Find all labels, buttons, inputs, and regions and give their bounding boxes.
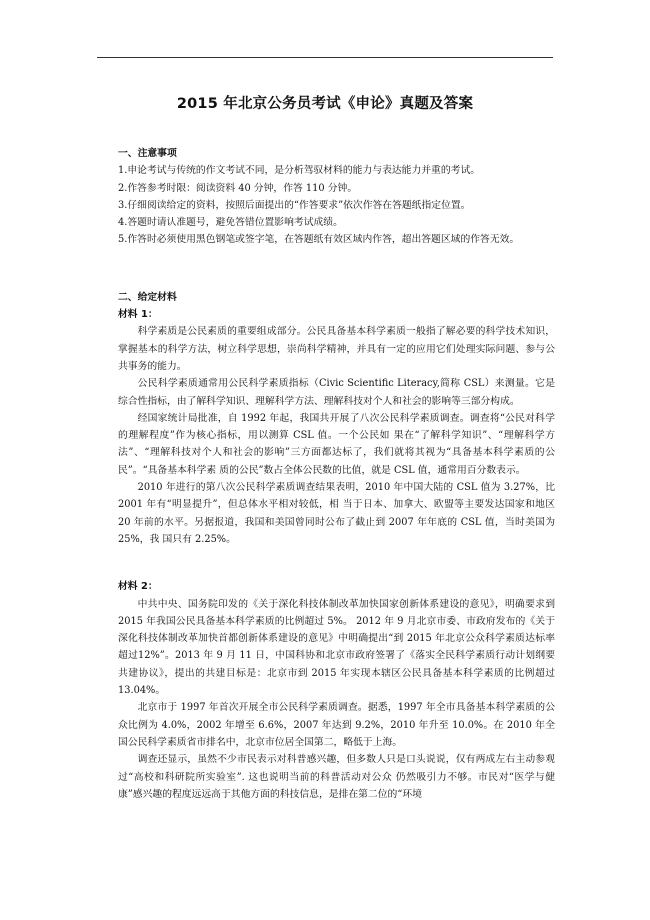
material-1-paragraph: 2010 年进行的第八次公民科学素质调查结果表明，2010 年中国大陆的 CSL 值为 3.27%，比 2001 年有“明显提升”，但总体水平相对较低，相 当于日本、加拿大、欧盟等主要发达国家和地区 20 年前的水平。另据报道，我国和美国曾同时公布了截止到 2007 年年底的 CSL 值，当时美国为 25%，我 国只有 2.25%。: [118, 482, 555, 545]
page-title: 2015 年北京公务员考试《申论》真题及答案: [176, 96, 474, 112]
notice-item-5: 5.作答时必须使用黑色钢笔或签字笔，在答题纸有效区域内作答，超出答题区域的作答无效。: [118, 234, 520, 246]
material-1-paragraph: 经国家统计局批准，自 1992 年起，我国共开展了八次公民科学素质调查。调查将“公民对科学的理解程度”作为核心指标，用以测算 CSL 值。一个公民如 果在“了解科学知识”、“理解科学方法”、“理解科技对个人和社会的影响”三方面都达标了，我们就将其视为“具备基本科学素质的公民”。“具备基本科学素 质的公民”数占全体公民数的比值，就是 CSL 值，通常用百分数表示。: [118, 412, 555, 476]
notice-item-1: 1.申论考试与传统的作文考试不同，是分析驾驭材料的能力与表达能力并重的考试。: [118, 165, 481, 177]
material-2-label: 材料 2：: [118, 581, 158, 593]
notice-item-3: 3.仔细阅读给定的资料，按照后面提出的“作答要求”依次作答在答题纸指定位置。: [118, 199, 471, 211]
material-spacer: [118, 548, 555, 578]
notice-item-2: 2.作答参考时限：阅读资料 40 分钟，作答 110 分钟。: [118, 182, 358, 194]
material-1-label: 材料 1：: [118, 309, 158, 321]
section-heading-materials: 二、给定材料: [118, 291, 177, 303]
material-1-paragraph: 公民科学素质通常用公民科学素质指标（Civic Scientific Literacy,简称 CSL）来测量。它是综合性指标，由了解科学知识、理解科学方法、理解科技对个人和社会的影响等三部分构成。: [118, 378, 555, 407]
material-1-paragraph: 科学素质是公民素质的重要组成部分。公民具备基本科学素质一般指了解必要的科学技术知识，掌握基本的科学方法，树立科学思想，崇尚科学精神，并具有一定的应用它们处理实际问题、参与公共事务的能力。: [118, 326, 555, 372]
material-2-paragraph: 中共中央、国务院印发的《关于深化科技体制改革加快国家创新体系建设的意见》，明确要求到 2015 年我国公民具备基本科学素质的比例超过 5%。 2012 年 9 月北京市委、市政府发布的《关于深化科技体制改革加快首都创新体系建设的意见》中明确提出“到 2015 年北京公众科学素质达标率超过12%”。2013 年 9 月 11 日，中国科协和北京市政府签署了《落实全民科学素质行动计划纲要共建协议》，提出的共建目标是：北京市到 2015 年实现本辖区公民具备基本科学素质的比例超过 13.04%。: [118, 598, 555, 697]
material-2-paragraph: 调查还显示，虽然不少市民表示对科普感兴趣，但多数人只是口头说说，仅有两成左右主动参观过“高校和科研院所实验室”. 这也说明当前的科普活动对公众 仍然吸引力不够。市民对“医学与健康”感兴趣的程度远远高于其他方面的科技信息，是排在第二位的“环境: [118, 754, 555, 800]
material-2-paragraph: 北京市于 1997 年首次开展全市公民科学素质调查。据悉，1997 年全市具备基本科学素质的公众比例为 4.0%，2002 年增至 6.6%，2007 年达到 9.2%，2010 年升至 10.0%。在 2010 年全国公民科学素质省市排名中，北京市位居全国第二，略低于上海。: [118, 702, 555, 748]
document-body: [118, 145, 555, 803]
header-rule: [97, 57, 553, 58]
section-spacer: [118, 249, 555, 289]
notice-item-4: 4.答题时请认准题号，避免答错位置影响考试成绩。: [118, 217, 343, 229]
section-heading-notice: 一、注意事项: [118, 148, 177, 159]
